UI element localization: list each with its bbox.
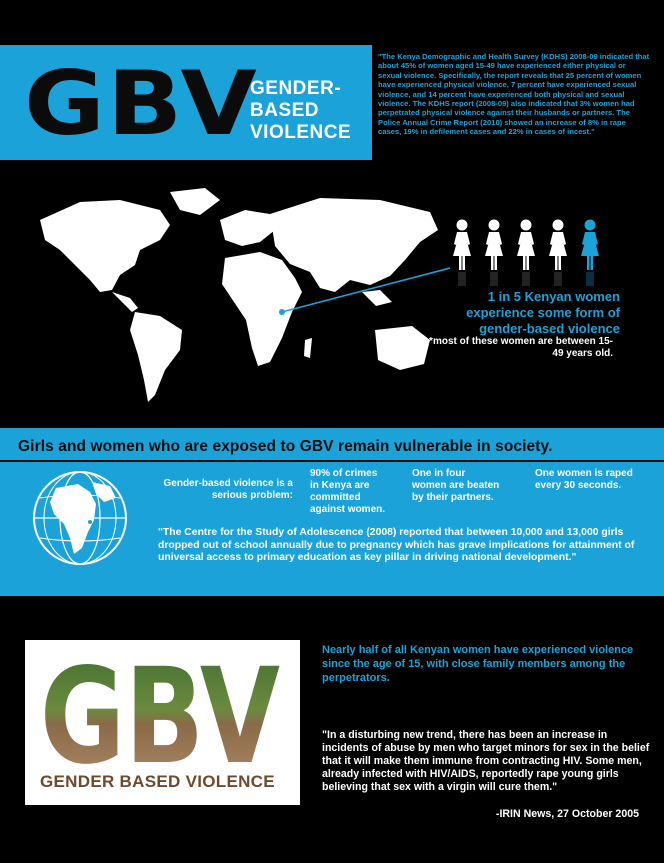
subtitle-line-2: BASED: [250, 100, 320, 121]
band-title: Girls and women who are exposed to GBV remain vulnerable in society.: [18, 438, 553, 455]
gbv-subtitle: [250, 78, 351, 144]
woman-figure-icon: [581, 220, 599, 287]
fact-raped: One women is raped every 30 seconds.: [535, 468, 633, 491]
kdhs-quote: "The Kenya Demographic and Health Survey (KDHS) 2008-09 indicated that about 45% of women aged 15-49 have experienced either physical or sexual violence. Specifically, the report reveals that 25 percent of women have experienced physical violence, 7 percent have experienced sexual violence, and 14 percent have experienced both physical and sexual violence. The KDHS report (2008-09) also indicated that 3% women had perpetrated physical violence against their husbands or partners. The Police Annual Crime Report (2010) showed an increase of 8% in rape cases, 19% in defilement cases and 22% in cases of incest.": [378, 52, 650, 137]
serious-problem-label: Gender-based violence is a serious problem:: [163, 478, 293, 501]
gbv-photo-card: [25, 640, 300, 805]
centre-quote: "The Centre for the Study of Adolescence (2008) reported that between 10,000 and 13,000 girls dropped out of school annually due to pregnancy which has grave implications for attainment of universal access to primary education as key pillar in driving national development.": [158, 527, 635, 563]
irin-quote: "In a disturbing new trend, there has been an increase in incidents of abuse by men who target minors for sex in the belief that it will make them immune from contracting HIV. Some men, already infected with HIV/AIDS, reportedly rape young girls believing that sex with a virgin will cure them.": [322, 729, 650, 793]
band-divider: [0, 460, 664, 462]
age-range-note: *most of these women are between 15-49 years old.: [429, 336, 613, 359]
card-caption: GENDER BASED VIOLENCE: [40, 772, 275, 791]
woman-figure-icon: [485, 220, 503, 287]
half-women-statement: Nearly half of all Kenyan women have experienced violence since the age of 15, with close family members among the perpetrators.: [322, 644, 634, 684]
globe-icon: [30, 468, 130, 568]
gbv-letters-graphic: [40, 648, 300, 770]
card-letters: GBV: [40, 648, 280, 770]
women-figures: [446, 218, 606, 288]
woman-figure-icon: [549, 220, 567, 287]
subtitle-line-3: VIOLENCE: [250, 122, 352, 143]
world-map-icon: [20, 180, 450, 410]
one-in-five-statement: 1 in 5 Kenyan women experience some form of gender-based violence: [466, 289, 620, 336]
subtitle-line-1: GENDER-: [250, 78, 342, 99]
woman-figure-icon: [517, 220, 535, 287]
woman-figure-icon: [453, 220, 471, 287]
gbv-title: GBV: [24, 52, 260, 155]
fact-crimes: 90% of crimes in Kenya are committed against women.: [310, 468, 386, 515]
irin-source: -IRIN News, 27 October 2005: [495, 808, 639, 820]
fact-beaten: One in four women are beaten by their partners.: [412, 468, 500, 503]
